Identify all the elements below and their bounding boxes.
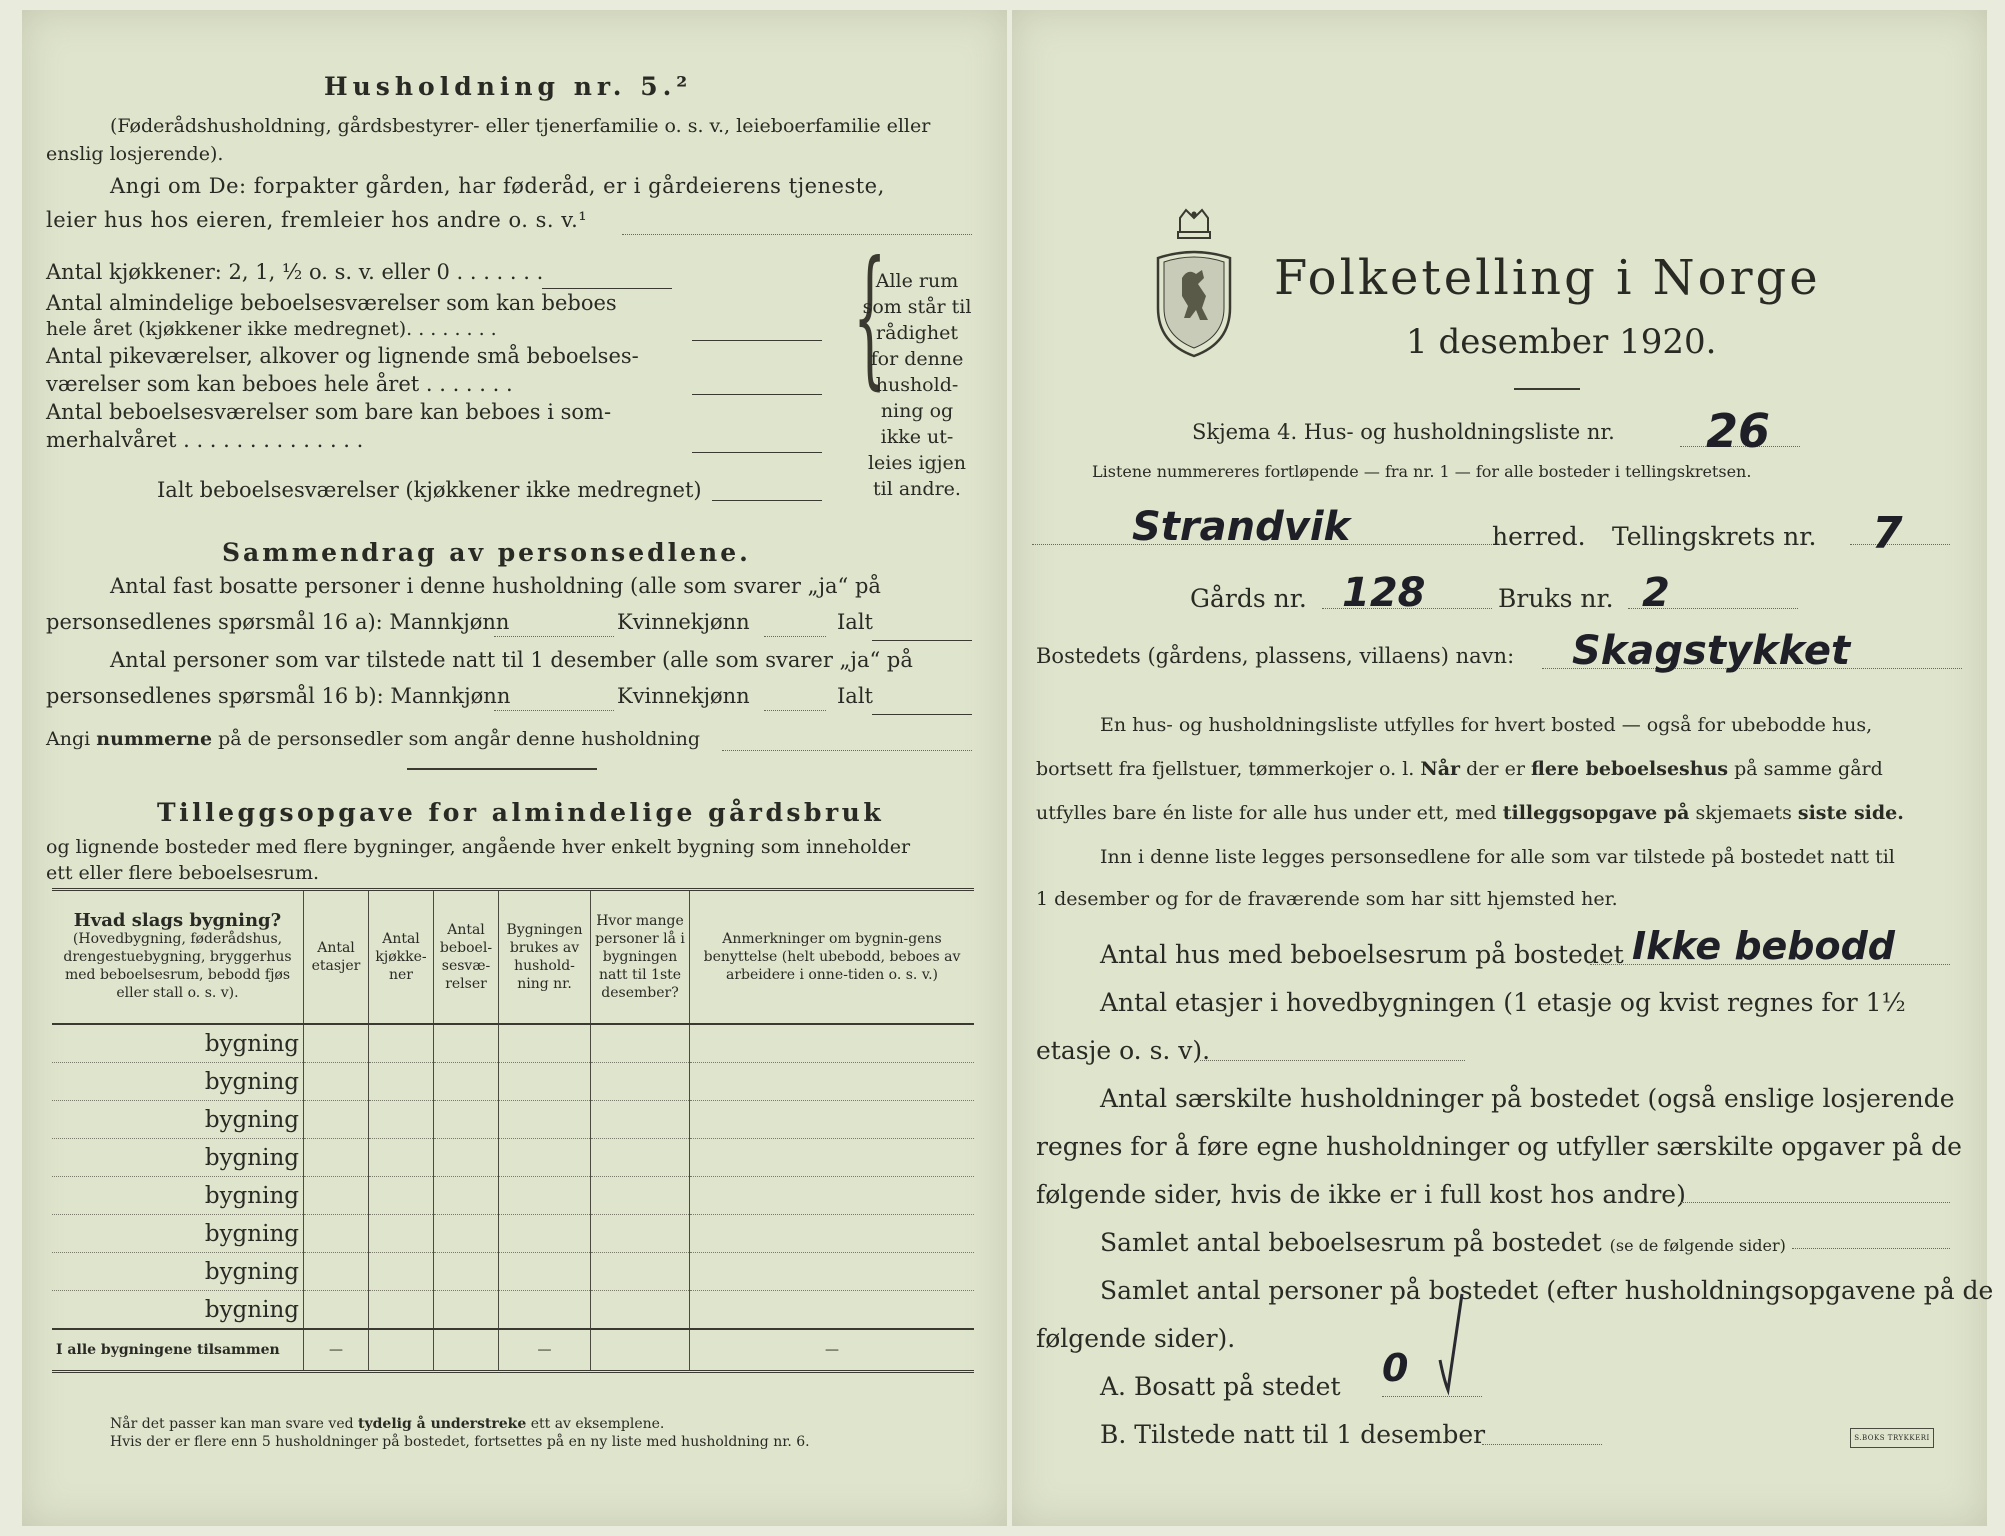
cell[interactable] xyxy=(690,1253,975,1291)
rooms-brace: { xyxy=(853,230,887,404)
summary-heading: Sammendrag av personsedlene. xyxy=(222,538,751,567)
cell[interactable] xyxy=(591,1063,690,1101)
herred-label: herred. xyxy=(1492,522,1586,551)
census-title: Folketelling i Norge xyxy=(1274,250,1821,306)
table-row xyxy=(52,1024,974,1063)
table-row xyxy=(52,1253,974,1291)
cell[interactable] xyxy=(434,1253,499,1291)
summary-a-female-field[interactable] xyxy=(764,636,826,637)
rooms-note-line: rådighet xyxy=(876,322,958,344)
household-intro: (Føderådshusholdning, gårdsbestyrer- eller tjenerfamilie o. s. v., leieboerfamilie eller xyxy=(110,115,931,137)
building-label: bygning xyxy=(52,1063,304,1101)
tilstede-field[interactable] xyxy=(1482,1444,1602,1445)
summary-b-total-field[interactable] xyxy=(872,714,972,715)
rooms-note-line: for denne xyxy=(870,348,964,370)
summary-b-male-field[interactable] xyxy=(494,710,614,711)
rooms-note-line: hushold- xyxy=(875,374,959,396)
cell[interactable] xyxy=(369,1101,434,1139)
rooms-note-line: ikke ut- xyxy=(880,426,954,448)
total-husholdning[interactable]: — xyxy=(499,1329,591,1372)
summary-b-female-label: Kvinnekjønn xyxy=(617,684,750,708)
section-divider xyxy=(407,768,597,770)
gards-label: Gårds nr. xyxy=(1190,584,1307,613)
saerskilte-line-2: regnes for å føre egne husholdninger og utfyller særskilte opgaver på de xyxy=(1036,1132,1962,1161)
angi-numbers-bold: nummerne xyxy=(96,728,213,750)
samlet-rum-note: (se de følgende sider) xyxy=(1609,1236,1786,1255)
total-kjokkener[interactable] xyxy=(369,1329,434,1372)
cell[interactable] xyxy=(591,1024,690,1063)
herred-value: Strandvik xyxy=(1132,504,1351,550)
cell[interactable] xyxy=(304,1139,369,1177)
total-personer[interactable] xyxy=(591,1329,690,1372)
listene-note: Listene nummereres fortløpende — fra nr. 1 — for alle bosteder i tellingskretsen. xyxy=(1092,462,1752,481)
footnote-1-pre: Når det passer kan man svare ved xyxy=(110,1416,354,1432)
cell[interactable] xyxy=(434,1291,499,1330)
total-anmerkninger[interactable]: — xyxy=(690,1329,975,1372)
rooms-note-line: leies igjen xyxy=(867,452,967,474)
tillegg-sub-2: ett eller flere beboelsesrum. xyxy=(46,862,320,884)
cell[interactable] xyxy=(434,1215,499,1253)
instruction-2-pre: bortsett fra fjellstuer, tømmerkojer o. l. xyxy=(1036,758,1415,780)
census-date: 1 desember 1920. xyxy=(1406,322,1717,362)
summer-rooms-label-2: merhalvåret . . . . . . . . . . . . . . xyxy=(46,428,364,452)
angi-numbers-pre: Angi xyxy=(46,728,91,750)
cell[interactable] xyxy=(591,1101,690,1139)
rooms-note-line: som står til xyxy=(862,296,972,318)
pike-rooms-label-1: Antal pikeværelser, alkover og lignende små beboelses- xyxy=(46,344,639,368)
rooms-note-line: Alle rum xyxy=(875,270,959,292)
cell[interactable] xyxy=(690,1063,975,1101)
skjema-number-value: 26 xyxy=(1706,404,1771,458)
col-building-type-title: Hvad slags bygning? xyxy=(73,910,282,931)
instruction-3-bold-2: siste side. xyxy=(1797,802,1904,824)
cell[interactable] xyxy=(499,1177,591,1215)
bruks-label: Bruks nr. xyxy=(1498,584,1614,613)
cell[interactable] xyxy=(369,1215,434,1253)
angi-line-1: Angi om De: forpakter gården, har føderåd, er i gårdeierens tjeneste, xyxy=(110,174,885,198)
cell[interactable] xyxy=(304,1063,369,1101)
gards-value: 128 xyxy=(1342,570,1426,616)
total-label: I alle bygningene tilsammen xyxy=(52,1329,304,1372)
cell[interactable] xyxy=(434,1101,499,1139)
household-intro-2: enslig losjerende). xyxy=(46,143,224,165)
footnote-2: Hvis der er flere enn 5 husholdninger på bostedet, fortsettes på en ny liste med husholdning nr. 6. xyxy=(110,1434,810,1450)
cell[interactable] xyxy=(499,1215,591,1253)
instruction-5: 1 desember og for de fraværende som har sitt hjemsted her. xyxy=(1036,888,1618,910)
instruction-2-bold: Når xyxy=(1420,758,1461,780)
rooms-note-line: til andre. xyxy=(873,478,961,500)
handwritten-mark-icon xyxy=(1432,1290,1472,1400)
total-rooms[interactable] xyxy=(434,1329,499,1372)
bruks-value: 2 xyxy=(1642,570,1670,616)
cell[interactable] xyxy=(304,1177,369,1215)
instruction-3-mid: skjemaets xyxy=(1695,802,1792,824)
cell[interactable] xyxy=(369,1063,434,1101)
instruction-3 xyxy=(1036,802,1904,824)
krets-value: 7 xyxy=(1872,508,1903,559)
cell[interactable] xyxy=(304,1024,369,1063)
bosted-label: Bostedets (gårdens, plassens, villaens) navn: xyxy=(1036,644,1515,668)
krets-label: Tellingskrets nr. xyxy=(1612,522,1817,551)
alm-rooms-answer-line[interactable] xyxy=(692,340,822,341)
building-label: bygning xyxy=(52,1177,304,1215)
cell[interactable] xyxy=(369,1139,434,1177)
table-row xyxy=(52,1063,974,1101)
table-row xyxy=(52,1177,974,1215)
instruction-3-pre: utfylles bare én liste for alle hus under ett, med xyxy=(1036,802,1497,824)
saerskilte-field[interactable] xyxy=(1680,1202,1950,1203)
rooms-note xyxy=(862,268,972,502)
col-anmerkninger: Anmerkninger om bygnin-gens benyttelse (helt ubebodd, beboes av arbeidere i onne-tiden o. s. v.) xyxy=(703,931,961,983)
cell[interactable] xyxy=(690,1291,975,1330)
table-row xyxy=(52,1291,974,1330)
etasjer-field[interactable] xyxy=(1200,1060,1465,1061)
instruction-2-bold-2: flere beboelseshus xyxy=(1531,758,1729,780)
total-rooms-label: Ialt beboelsesværelser (kjøkkener ikke medregnet) xyxy=(157,478,702,502)
cell[interactable] xyxy=(499,1253,591,1291)
alm-rooms-label-2: hele året (kjøkkener ikke medregnet). . . . . . . . xyxy=(46,318,497,340)
building-label: bygning xyxy=(52,1139,304,1177)
summer-rooms-answer-line[interactable] xyxy=(692,452,822,453)
cell[interactable] xyxy=(690,1024,975,1063)
summary-a-total-label: Ialt xyxy=(837,610,873,634)
footnote-1 xyxy=(110,1416,664,1432)
cell[interactable] xyxy=(369,1024,434,1063)
angi-numbers-label xyxy=(46,728,700,750)
building-label: bygning xyxy=(52,1024,304,1063)
summary-a-male-field[interactable] xyxy=(494,636,614,637)
pike-rooms-label-2: værelser som kan beboes hele året . . . . . . . xyxy=(46,372,513,396)
angi-answer-line[interactable] xyxy=(622,234,972,235)
buildings-table-header xyxy=(52,890,974,1025)
cell[interactable] xyxy=(369,1177,434,1215)
samlet-rum-field[interactable] xyxy=(1792,1248,1950,1249)
tilstede-label: B. Tilstede natt til 1 desember xyxy=(1100,1420,1486,1449)
summary-a-line-1: Antal fast bosatte personer i denne husholdning (alle som svarer „ja“ på xyxy=(110,574,881,598)
cell[interactable] xyxy=(499,1291,591,1330)
tillegg-sub-1: og lignende bosteder med flere bygninger, angående hver enkelt bygning som inneholder xyxy=(46,836,911,858)
col-husholdning-nr: Bygningen brukes av hushold-ning nr. xyxy=(499,890,591,1025)
cell[interactable] xyxy=(499,1024,591,1063)
hus-label: Antal hus med beboelsesrum på bostedet xyxy=(1100,940,1624,969)
hus-value: Ikke bebodd xyxy=(1632,924,1896,968)
footnote-1-bold: tydelig å understreke xyxy=(358,1416,527,1432)
cell[interactable] xyxy=(499,1063,591,1101)
summary-b-total-label: Ialt xyxy=(837,684,873,708)
col-building-type-desc: (Hovedbygning, føderådshus, drengestuebygning, bryggerhus med beboelsesrum, bebodd fjøs eller stall o. s. v). xyxy=(63,931,292,1001)
cell[interactable] xyxy=(591,1215,690,1253)
norway-coat-of-arms-icon xyxy=(1152,208,1236,360)
col-kjokkener: Antal kjøkke-ner xyxy=(369,890,434,1025)
table-total-row xyxy=(52,1329,974,1372)
instruction-3-bold: tilleggsopgave på xyxy=(1502,802,1690,824)
summary-b-female-field[interactable] xyxy=(764,710,826,711)
summary-a-line-2: personsedlenes spørsmål 16 a): Mannkjønn xyxy=(46,610,510,634)
bosatt-label: A. Bosatt på stedet xyxy=(1100,1372,1341,1401)
cell[interactable] xyxy=(690,1177,975,1215)
summary-a-female-label: Kvinnekjønn xyxy=(617,610,750,634)
samlet-rum-text: Samlet antal beboelsesrum på bostedet xyxy=(1100,1228,1602,1257)
cell[interactable] xyxy=(591,1291,690,1330)
cell[interactable] xyxy=(591,1139,690,1177)
bosted-value: Skagstykket xyxy=(1572,628,1851,674)
summer-rooms-label-1: Antal beboelsesværelser som bare kan beboes i som- xyxy=(46,400,612,424)
kjokkener-answer-line[interactable] xyxy=(542,288,672,289)
instruction-2 xyxy=(1036,758,1883,780)
footnote-1-post: ett av eksemplene. xyxy=(530,1416,665,1432)
cell[interactable] xyxy=(434,1063,499,1101)
col-personer: Hvor mange personer lå i bygningen natt til 1ste desember? xyxy=(591,890,690,1025)
printer-stamp: S.BOKS TRYKKERI xyxy=(1850,1428,1934,1448)
cell[interactable] xyxy=(434,1024,499,1063)
cell[interactable] xyxy=(304,1215,369,1253)
cell[interactable] xyxy=(591,1177,690,1215)
table-row xyxy=(52,1101,974,1139)
col-etasjer: Antal etasjer xyxy=(304,890,369,1025)
cell[interactable] xyxy=(434,1139,499,1177)
skjema-label: Skjema 4. Hus- og husholdningsliste nr. xyxy=(1192,420,1615,444)
building-label: bygning xyxy=(52,1253,304,1291)
table-row xyxy=(52,1215,974,1253)
etasjer-line-2: etasje o. s. v). xyxy=(1036,1036,1211,1065)
cell[interactable] xyxy=(591,1253,690,1291)
cell[interactable] xyxy=(499,1139,591,1177)
cell[interactable] xyxy=(690,1101,975,1139)
bosatt-value: 0 xyxy=(1382,1346,1409,1390)
samlet-personer-line-2: følgende sider). xyxy=(1036,1324,1236,1353)
cell[interactable] xyxy=(304,1253,369,1291)
summary-a-total-field[interactable] xyxy=(872,640,972,641)
saerskilte-line-1: Antal særskilte husholdninger på bostedet (også enslige losjerende xyxy=(1100,1084,1955,1113)
instruction-1: En hus- og husholdningsliste utfylles for hvert bosted — også for ubebodde hus, xyxy=(1100,714,1873,736)
col-beboelsesvaerelser: Antal beboel-sesvæ-relser xyxy=(434,890,499,1025)
left-page xyxy=(22,10,1007,1526)
rooms-note-line: ning og xyxy=(880,400,954,422)
household-title: Husholdning nr. 5.² xyxy=(324,72,693,101)
alm-rooms-label-1: Antal almindelige beboelsesværelser som kan beboes xyxy=(46,291,617,315)
cell[interactable] xyxy=(369,1291,434,1330)
instruction-2-post: på samme gård xyxy=(1734,758,1883,780)
table-row xyxy=(52,1139,974,1177)
title-divider xyxy=(1514,388,1580,390)
etasjer-line-1: Antal etasjer i hovedbygningen (1 etasje og kvist regnes for 1½ xyxy=(1100,988,1906,1017)
kjokkener-label: Antal kjøkkener: 2, 1, ½ o. s. v. eller 0 . . . . . . . xyxy=(46,260,544,284)
building-label: bygning xyxy=(52,1215,304,1253)
cell[interactable] xyxy=(304,1291,369,1330)
cell[interactable] xyxy=(369,1253,434,1291)
total-etasjer[interactable]: — xyxy=(304,1329,369,1372)
building-label: bygning xyxy=(52,1101,304,1139)
tillegg-heading: Tilleggsopgave for almindelige gårdsbruk xyxy=(157,798,885,827)
buildings-table xyxy=(52,888,974,1373)
cell[interactable] xyxy=(690,1139,975,1177)
pike-rooms-answer-line[interactable] xyxy=(692,394,822,395)
building-label: bygning xyxy=(52,1291,304,1330)
cell[interactable] xyxy=(304,1101,369,1139)
instruction-2-mid: der er xyxy=(1466,758,1525,780)
samlet-personer-line-1: Samlet antal personer på bostedet (efter husholdningsopgavene på de xyxy=(1100,1276,1994,1305)
summary-b-line-2: personsedlenes spørsmål 16 b): Mannkjønn xyxy=(46,684,511,708)
cell[interactable] xyxy=(434,1177,499,1215)
instruction-4: Inn i denne liste legges personsedlene for alle som var tilstede på bostedet natt til xyxy=(1100,846,1895,868)
angi-line-2: leier hus hos eieren, fremleier hos andre o. s. v.¹ xyxy=(46,208,588,232)
cell[interactable] xyxy=(499,1101,591,1139)
cell[interactable] xyxy=(690,1215,975,1253)
right-page xyxy=(1012,10,1994,1526)
total-rooms-answer-line[interactable] xyxy=(712,500,822,501)
angi-numbers-post: på de personsedler som angår denne husholdning xyxy=(218,728,701,750)
angi-numbers-field[interactable] xyxy=(722,750,972,751)
saerskilte-line-3: følgende sider, hvis de ikke er i full kost hos andre) xyxy=(1036,1180,1686,1209)
samlet-rum-label xyxy=(1100,1228,1786,1257)
col-building-type xyxy=(52,890,304,1025)
summary-b-line-1: Antal personer som var tilstede natt til 1 desember (alle som svarer „ja“ på xyxy=(110,648,913,672)
